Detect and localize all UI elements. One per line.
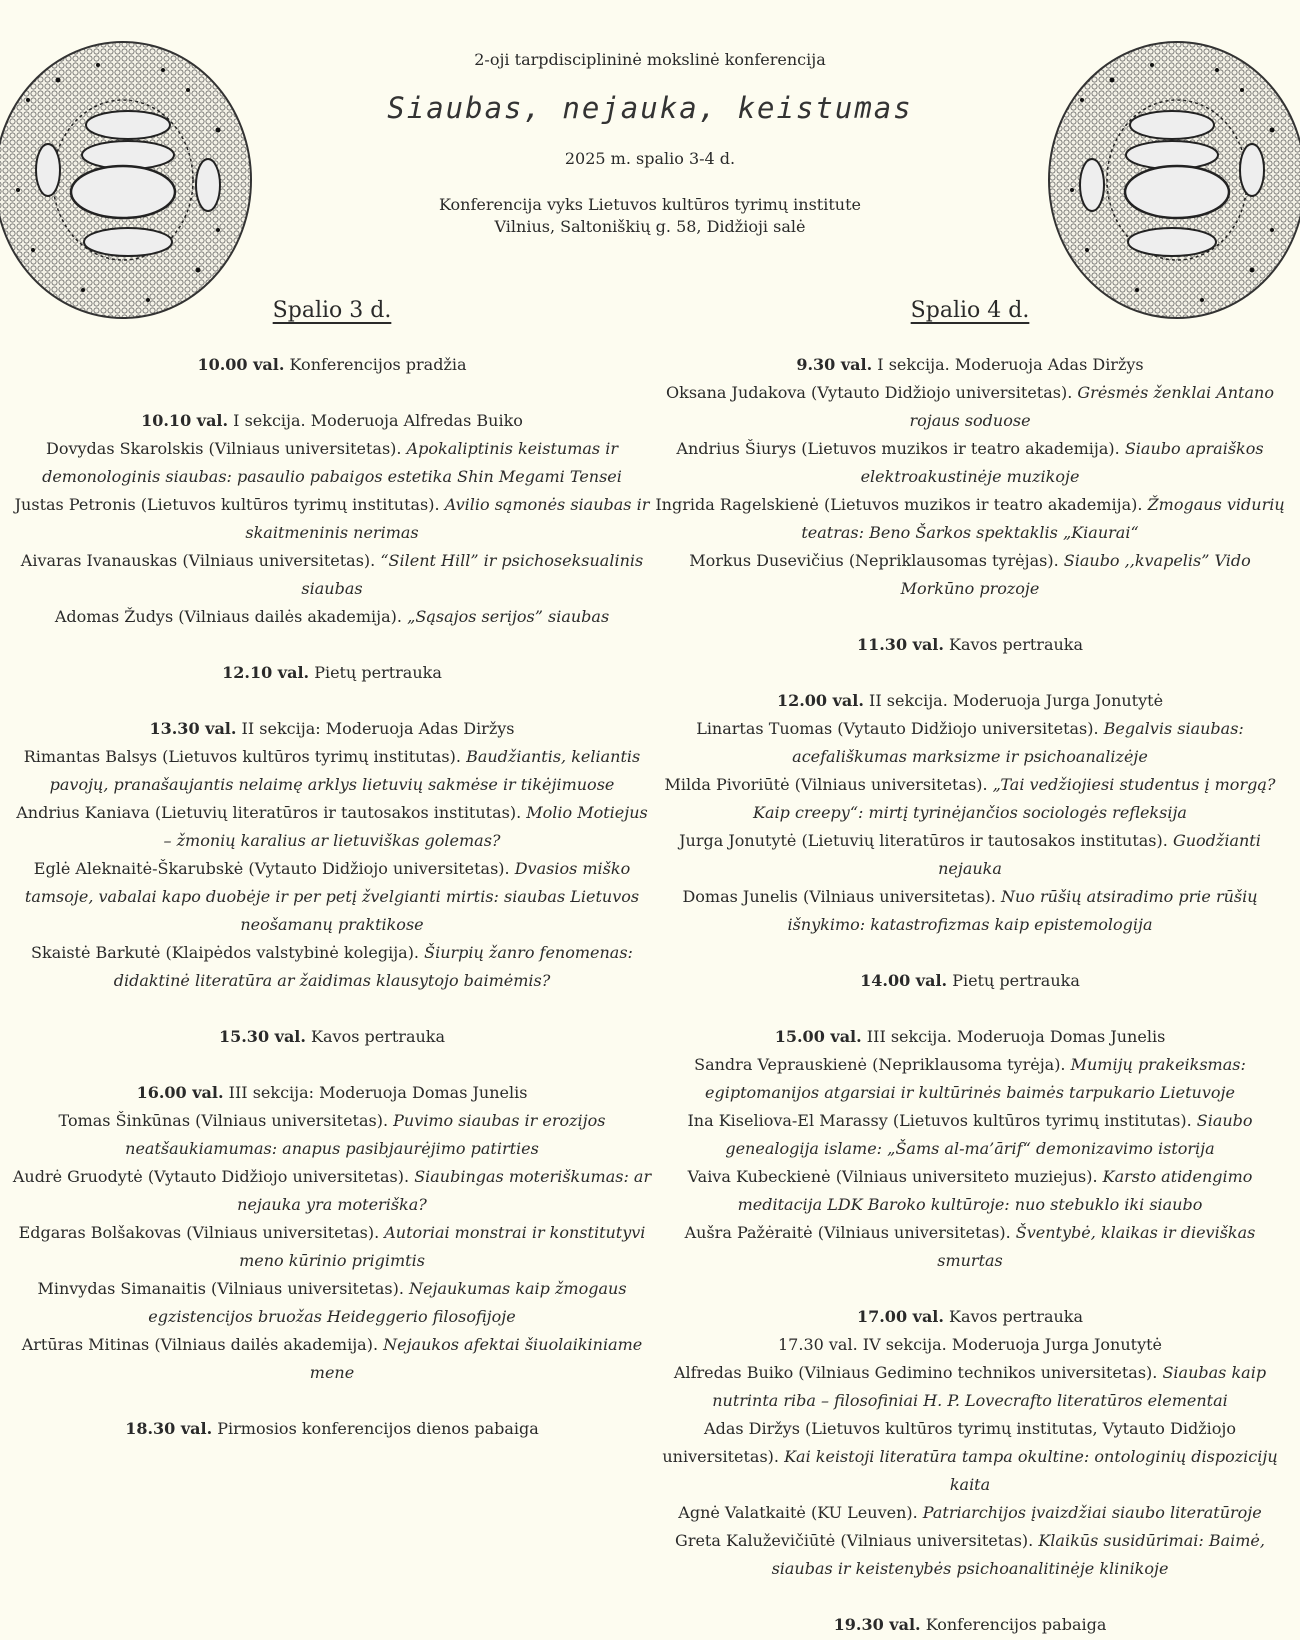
day1-schedule [12, 295, 652, 1443]
session-heading [655, 1023, 1285, 1051]
spacer [655, 659, 1285, 687]
presentation [12, 855, 652, 939]
session-heading [12, 351, 652, 379]
presenter: Oksana Judakova (Vytauto Didžiojo universitetas). [666, 383, 1073, 402]
session-label: I sekcija. Moderuoja Alfredas Buiko [233, 411, 523, 430]
presentation [12, 1219, 652, 1275]
venue-line-1: Konferencija vyks Lietuvos kultūros tyrimų institute [439, 195, 861, 214]
session-heading [12, 407, 652, 435]
session-time: 10.10 val. [141, 411, 229, 430]
presentation [655, 1163, 1285, 1219]
session-label: Pietų pertrauka [952, 971, 1080, 990]
presenter: Vaiva Kubeckienė (Vilniaus universiteto muziejus). [687, 1167, 1098, 1186]
session-time: 12.10 val. [222, 663, 310, 682]
presentation-title: “Silent Hill” ir psichoseksualinis siaubas [301, 551, 644, 598]
presenter: Artūras Mitinas (Vilniaus dailės akademija). [21, 1335, 379, 1354]
session-label: III sekcija: Moderuoja Domas Junelis [228, 1083, 528, 1102]
session-time: 17.00 val. [856, 1307, 944, 1326]
presentation-title: Siaubo ,,kvapelis” Vido Morkūno prozoje [900, 551, 1251, 598]
presentation [12, 1163, 652, 1219]
presenter: Minvydas Simanaitis (Vilniaus universitetas). [37, 1279, 404, 1298]
presentation [12, 1107, 652, 1163]
session-time: 11.30 val. [856, 635, 944, 654]
presentation-title: Avilio sąmonės siaubas ir skaitmeninis nerimas [245, 495, 650, 542]
session-time: 16.00 val. [136, 1083, 224, 1102]
day1-heading: Spalio 3 d. [272, 298, 392, 323]
presentation-title: Mumijų prakeiksmas: egiptomanijos atgarsiai ir kultūrinės baimės tarpukario Lietuvoje [705, 1055, 1246, 1102]
day2-blocks [655, 351, 1285, 1275]
session-heading [12, 1079, 652, 1107]
presentation [655, 1527, 1285, 1583]
presenter: Audrė Gruodytė (Vytauto Didžiojo universitetas). [12, 1167, 410, 1186]
session-label: III sekcija. Moderuoja Domas Junelis [866, 1027, 1166, 1046]
presentation-title: Grėsmės ženklai Antano rojaus soduose [909, 383, 1274, 430]
presenter: Skaistė Barkutė (Klaipėdos valstybinė kolegija). [31, 943, 420, 962]
session-heading [12, 1023, 652, 1051]
day2-schedule [655, 295, 1285, 1639]
presentation [12, 939, 652, 995]
session-label: Kavos pertrauka [311, 1027, 446, 1046]
presentation [12, 1331, 652, 1387]
session-time: 12.00 val. [776, 691, 864, 710]
presentation-title: Nuo rūšių atsiradimo prie rūšių išnykimo: katastrofizmas kaip epistemologija [787, 887, 1258, 934]
presentation-title: Autoriai monstrai ir konstitutyvi meno kūrinio prigimtis [239, 1223, 646, 1270]
presentation-title: Apokaliptinis keistumas ir demonologinis siaubas: pasaulio pabaigos estetika Shin Megami Tensei [42, 439, 622, 486]
day2-heading: Spalio 4 d. [910, 298, 1030, 323]
presenter: Rimantas Balsys (Lietuvos kultūros tyrimų institutas). [23, 747, 461, 766]
session-time: 19.30 val. [833, 1615, 921, 1634]
presentation-title: Siaubo genealogija islame: „Šams al-ma’ārif“ demonizavimo istorija [725, 1111, 1253, 1158]
spacer [12, 631, 652, 659]
spacer [655, 939, 1285, 967]
presenter: Edgaras Bolšakovas (Vilniaus universitetas). [18, 1223, 380, 1242]
presentation-title: Siaubo apraiškos elektroakustinėje muzikoje [860, 439, 1264, 486]
presentation-title: Dvasios miško tamsoje, vabalai kapo duobėje ir per petį žvelgianti mirtis: siaubas Lietuvos neošamanų praktikose [24, 859, 640, 934]
session-heading [655, 687, 1285, 715]
presentation-title: Šiurpių žanro fenomenas: didaktinė literatūra ar žaidimas klausytojo baimėmis? [113, 943, 633, 990]
presentation [12, 743, 652, 799]
session-heading [12, 715, 652, 743]
session-label: Konferencijos pradžia [289, 355, 467, 374]
presentation [655, 1219, 1285, 1275]
presentation [655, 827, 1285, 883]
session-time: 18.30 val. [125, 1419, 213, 1438]
session-heading [12, 1415, 652, 1443]
plant-cross-section-illustration-right [1042, 20, 1300, 320]
presentation-title: Žmogaus vidurių teatras: Beno Šarkos spektaklis „Kiaurai“ [801, 495, 1285, 542]
session-label: Kavos pertrauka [949, 1307, 1084, 1326]
venue-line-2: Vilnius, Saltoniškių g. 58, Didžioji salė [494, 217, 806, 236]
session-label: II sekcija: Moderuoja Adas Diržys [241, 719, 515, 738]
presenter: Greta Kaluževičiūtė (Vilniaus universitetas). [675, 1531, 1034, 1550]
presenter: Justas Petronis (Lietuvos kultūros tyrimų institutas). [14, 495, 440, 514]
presentation [12, 603, 652, 631]
spacer [12, 1387, 652, 1415]
session-time: 9.30 val. [796, 355, 873, 374]
session-label: II sekcija. Moderuoja Jurga Jonutytė [869, 691, 1164, 710]
presentation [655, 715, 1285, 771]
session-time: 13.30 val. [149, 719, 237, 738]
presenter: Alfredas Buiko (Vilniaus Gedimino technikos universitetas). [673, 1363, 1158, 1382]
presenter: Andrius Šiurys (Lietuvos muzikos ir teatro akademija). [676, 439, 1120, 458]
session-time: 15.00 val. [774, 1027, 862, 1046]
presenter: Milda Pivoriūtė (Vilniaus universitetas). [664, 775, 988, 794]
presentation [655, 1051, 1285, 1107]
presentation-title: „Sąsajos serijos” siaubas [407, 607, 610, 626]
presentation [655, 1359, 1285, 1415]
presentation-title: Siaubas kaip nutrinta riba – filosofiniai H. P. Lovecrafto literatūros elementai [712, 1363, 1267, 1410]
spacer [12, 687, 652, 715]
spacer [12, 379, 652, 407]
spacer [655, 995, 1285, 1023]
presentation-title: Patriarchijos įvaizdžiai siaubo literatūroje [922, 1503, 1262, 1522]
presentation-title: Nejaukos afektai šiuolaikiniame mene [309, 1335, 643, 1382]
schedule-break [655, 1303, 1285, 1331]
plant-cross-section-illustration-left [0, 20, 258, 320]
presentation-title: Šventybė, klaikas ir dieviškas smurtas [937, 1223, 1256, 1270]
presenter: Jurga Jonutytė (Lietuvių literatūros ir tautosakos institutas). [679, 831, 1168, 850]
presentation-title: Kai keistoji literatūra tampa okultine: ontologinių dispozicijų kaita [784, 1447, 1278, 1494]
session-label: I sekcija. Moderuoja Adas Diržys [877, 355, 1144, 374]
spacer [12, 1051, 652, 1079]
presentation [655, 491, 1285, 547]
presentation [655, 1499, 1285, 1527]
presentation [12, 799, 652, 855]
presentation [12, 491, 652, 547]
presentation-title: Molio Motiejus – žmonių karalius ar lietuviškas golemas? [163, 803, 648, 850]
session-time: 10.00 val. [197, 355, 285, 374]
conference-subtitle: 2-oji tarpdisciplininė mokslinė konferencija [474, 50, 826, 69]
session-heading [12, 659, 652, 687]
conference-header [330, 50, 970, 238]
presentation-title: Guodžianti nejauka [938, 831, 1261, 878]
session-label: Konferencijos pabaiga [925, 1615, 1107, 1634]
session-time: 15.30 val. [218, 1027, 306, 1046]
presentation-title: Klaikūs susidūrimai: Baimė, siaubas ir keistenybės psichoanalitinėje klinikoje [771, 1531, 1265, 1578]
spacer [655, 603, 1285, 631]
conference-dates: 2025 m. spalio 3-4 d. [564, 149, 736, 168]
presenter: Domas Junelis (Vilniaus universitetas). [682, 887, 996, 906]
schedule-end [655, 1611, 1285, 1639]
presenter: Agnė Valatkaitė (KU Leuven). [678, 1503, 918, 1522]
presentation [12, 1275, 652, 1331]
presenter: Adas Diržys (Lietuvos kultūros tyrimų institutas, Vytauto Didžiojo universitetas). [662, 1419, 1236, 1466]
presenter: Ingrida Ragelskienė (Lietuvos muzikos ir teatro akademija). [655, 495, 1143, 514]
presenter: Aivaras Ivanauskas (Vilniaus universitetas). [20, 551, 376, 570]
presentation [655, 771, 1285, 827]
presenter: Ina Kiseliova-El Marassy (Lietuvos kultūros tyrimų institutas). [687, 1111, 1192, 1130]
presentation [655, 435, 1285, 491]
presenter: Andrius Kaniava (Lietuvių literatūros ir tautosakos institutas). [16, 803, 522, 822]
presenter: Sandra Veprauskienė (Nepriklausoma tyrėja). [694, 1055, 1066, 1074]
presenter: Morkus Dusevičius (Nepriklausomas tyrėjas). [689, 551, 1059, 570]
presentation [655, 883, 1285, 939]
session-heading [655, 631, 1285, 659]
presenter: Aušra Pažėraitė (Vilniaus universitetas). [684, 1223, 1011, 1242]
presentation [655, 1415, 1285, 1499]
presentation [655, 379, 1285, 435]
session-time: 14.00 val. [860, 971, 948, 990]
spacer [12, 995, 652, 1023]
presentation-title: Puvimo siaubas ir erozijos neatšaukiamumas: anapus pasibjaurėjimo patirties [125, 1111, 606, 1158]
session-heading [655, 351, 1285, 379]
presenter: Adomas Žudys (Vilniaus dailės akademija). [54, 607, 402, 626]
day1-blocks [12, 351, 652, 1443]
presentation-title: Siaubingas moteriškumas: ar nejauka yra moteriška? [237, 1167, 652, 1214]
session-heading: 17.30 val. IV sekcija. Moderuoja Jurga Jonutytė [778, 1335, 1162, 1354]
session-label: Pirmosios konferencijos dienos pabaiga [217, 1419, 539, 1438]
presenter: Eglė Aleknaitė-Škarubskė (Vytauto Didžiojo universitetas). [33, 859, 510, 878]
presentation [12, 435, 652, 491]
presentation-title: „Tai vedžiojiesi studentus į morgą? Kaip creepy“: mirtį tyrinėjančios sociologės refleksija [753, 775, 1276, 822]
presenter: Dovydas Skarolskis (Vilniaus universitetas). [46, 439, 402, 458]
session-label: Kavos pertrauka [949, 635, 1084, 654]
presentation-title: Karsto atidengimo meditacija LDK Baroko kultūroje: nuo stebuklo iki siaubo [737, 1167, 1253, 1214]
presenter: Linartas Tuomas (Vytauto Didžiojo universitetas). [696, 719, 1099, 738]
presentation [12, 547, 652, 603]
session-heading [655, 967, 1285, 995]
presenter: Tomas Šinkūnas (Vilniaus universitetas). [58, 1111, 389, 1130]
conference-title: Siaubas, nejauka, keistumas [387, 91, 913, 125]
presentation-title: Nejaukumas kaip žmogaus egzistencijos bruožas Heideggerio filosofijoje [148, 1279, 627, 1326]
presentation-title: Begalvis siaubas: acefališkumas marksizme ir psichoanalizėje [792, 719, 1244, 766]
presentation [655, 547, 1285, 603]
presentation-title: Baudžiantis, keliantis pavojų, pranašaujantis nelaimę arklys lietuvių sakmėse ir tikėjimuose [49, 747, 641, 794]
session-label: Pietų pertrauka [314, 663, 442, 682]
presentation [655, 1107, 1285, 1163]
section4-presentations [655, 1359, 1285, 1583]
